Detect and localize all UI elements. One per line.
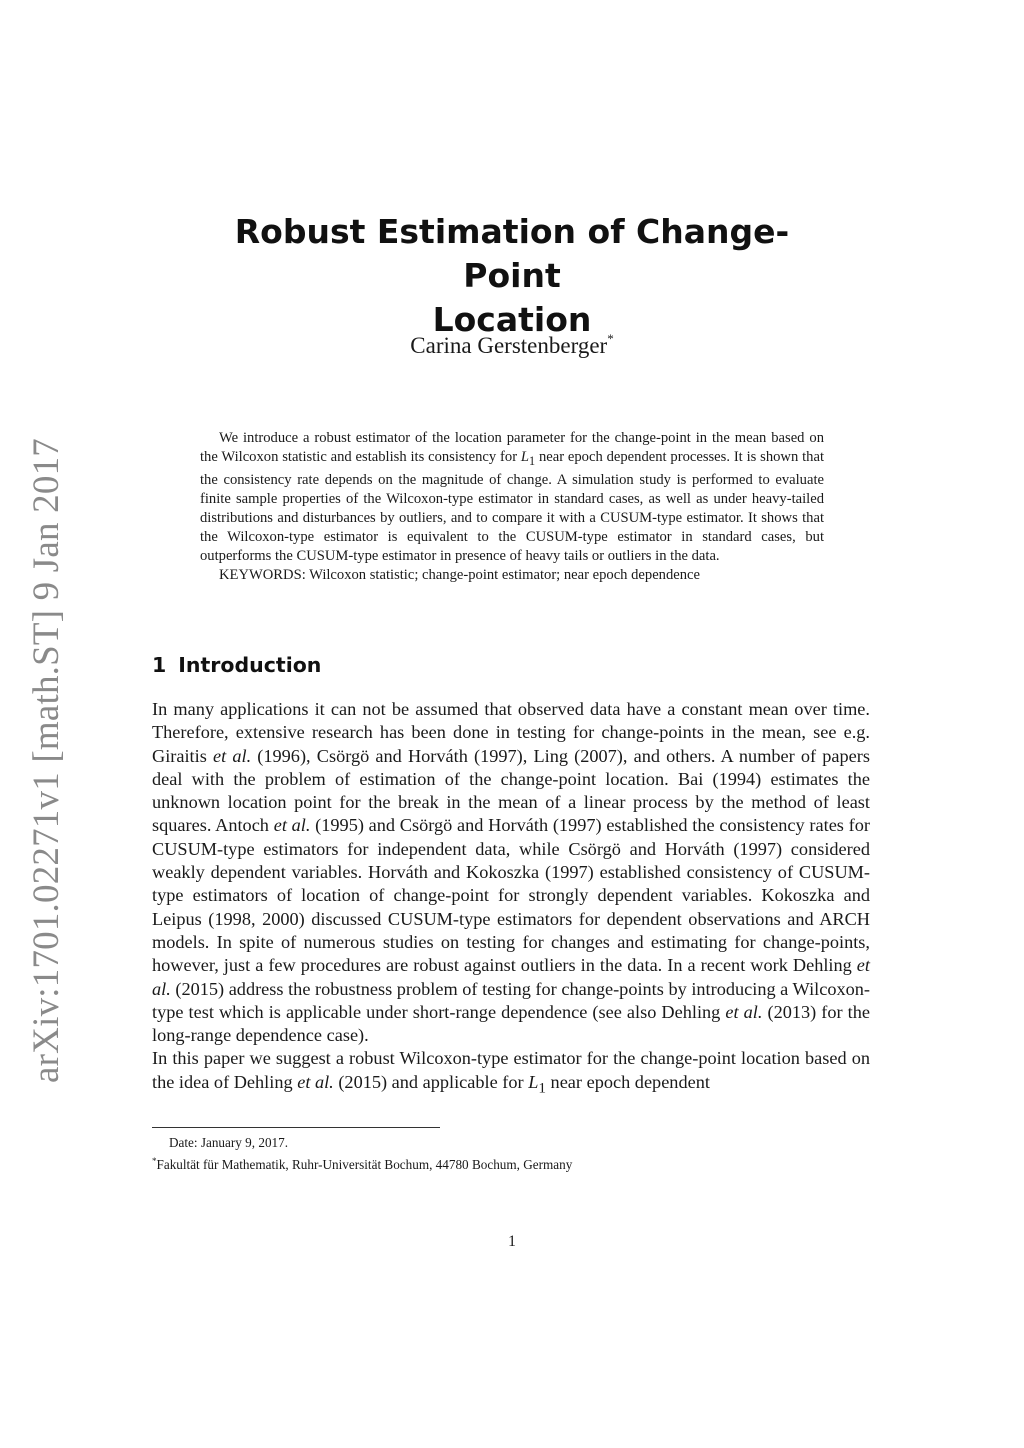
abstract-l1-symbol: L (520, 449, 530, 465)
paper-title-line-1: Robust Estimation of Change-Point (234, 212, 790, 295)
introduction-body (152, 698, 870, 1100)
paragraph-1-part-4: (2015) address the robustness problem of testing for change-points by introducing a Wilcoxon-type test which is applicable under short-range dependence (see also Dehling (152, 978, 870, 1022)
body-l1-subscript: 1 (538, 1079, 546, 1097)
paragraph-2-part-1: In this paper we suggest a robust Wilcoxon-type estimator for the change-point location based on the idea of Dehling (152, 1048, 870, 1092)
footnote-date: Date: January 9, 2017. (169, 1135, 289, 1150)
arxiv-side-stamp (22, 437, 70, 1083)
footnote-divider (152, 1127, 440, 1128)
abstract (200, 429, 824, 585)
page-number: 1 (508, 1233, 516, 1250)
paragraph-1-part-2: (1996), Csörgö and Horváth (1997), Ling (2007), and others. A number of papers deal with the problem of estimation of the change-point location. Bai (1994) estimates the unknown location point for the break in the mean of a linear process by the method of least squares. Antoch (152, 745, 871, 836)
citation-et-al: et al. (152, 955, 870, 999)
section-number: 1 (152, 653, 167, 677)
introduction-paragraph-2 (152, 1047, 870, 1099)
arxiv-identifier: arXiv:1701.02271v1 [math.ST] 9 Jan 2017 (25, 437, 67, 1083)
abstract-keywords: KEYWORDS: Wilcoxon statistic; change-point estimator; near epoch dependence (219, 566, 701, 583)
section-title: Introduction (178, 653, 322, 677)
body-l1-symbol: L (528, 1071, 539, 1092)
paragraph-2-part-3: near epoch dependent (545, 1071, 710, 1092)
citation-et-al: et al. (725, 1001, 763, 1022)
introduction-paragraph-1 (152, 698, 870, 1047)
abstract-text-part-1: We introduce a robust estimator of the location parameter for the change-point in the mean based on the Wilcoxon statistic and establish its consistency for (200, 430, 824, 465)
paper-title (190, 210, 834, 342)
affiliation-text: Fakultät für Mathematik, Ruhr-Universität Bochum, 44780 Bochum, Germany (156, 1157, 573, 1172)
abstract-text (200, 429, 824, 566)
affiliation-mark: * (152, 1156, 157, 1166)
paragraph-2-part-2: (2015) and applicable for (333, 1071, 529, 1092)
author-footnote-mark: * (607, 331, 614, 346)
paragraph-1-part-5: (2013) for the long-range dependence case). (152, 1001, 870, 1046)
paper-title-line-2: Location (432, 300, 592, 339)
citation-et-al: et al. (213, 745, 252, 766)
citation-et-al: et al. (273, 815, 311, 836)
paragraph-1-part-3: (1995) and Csörgö and Horváth (1997) established the consistency rates for CUSUM-type estimators for independent data, while Csörgö and Horváth (1997) considered weakly dependent variables. Horváth and Kokoszka (1997) established consistency of CUSUM-type estimators of location of change-point for strongly dependent variables. Kokoszka and Leipus (1998, 2000) discussed CUSUM-type estimators for dependent observations and ARCH models. In spite of numerous studies on testing for changes and estimating for change-points, however, just a few procedures are robust against outliers in the data. In a recent work Dehling (152, 815, 870, 976)
footnote-affiliation (152, 1152, 870, 1174)
abstract-l1-subscript: 1 (529, 453, 536, 468)
author-line (190, 324, 834, 361)
footnotes (152, 1133, 870, 1174)
section-heading-introduction (152, 650, 321, 680)
citation-et-al: et al. (297, 1071, 334, 1092)
author-name: Carina Gerstenberger (410, 333, 608, 358)
paragraph-1-part-1: In many applications it can not be assumed that observed data have a constant mean over time. Therefore, extensive research has been done in testing for change-points in the mean, see e.g. Giraitis (152, 699, 870, 766)
abstract-text-part-2: near epoch dependent processes. It is shown that the consistency rate depends on the magnitude of change. A simulation study is performed to evaluate finite sample properties of the Wilcoxon-type estimator in standard cases, as well as under heavy-tailed distributions and disturbances by outliers, and to compare it with a CUSUM-type estimator. It shows that the Wilcoxon-type estimator is equivalent to the CUSUM-type estimator in standard cases, but outperforms the CUSUM-type estimator in presence of heavy tails or outliers in the data. (200, 449, 824, 564)
